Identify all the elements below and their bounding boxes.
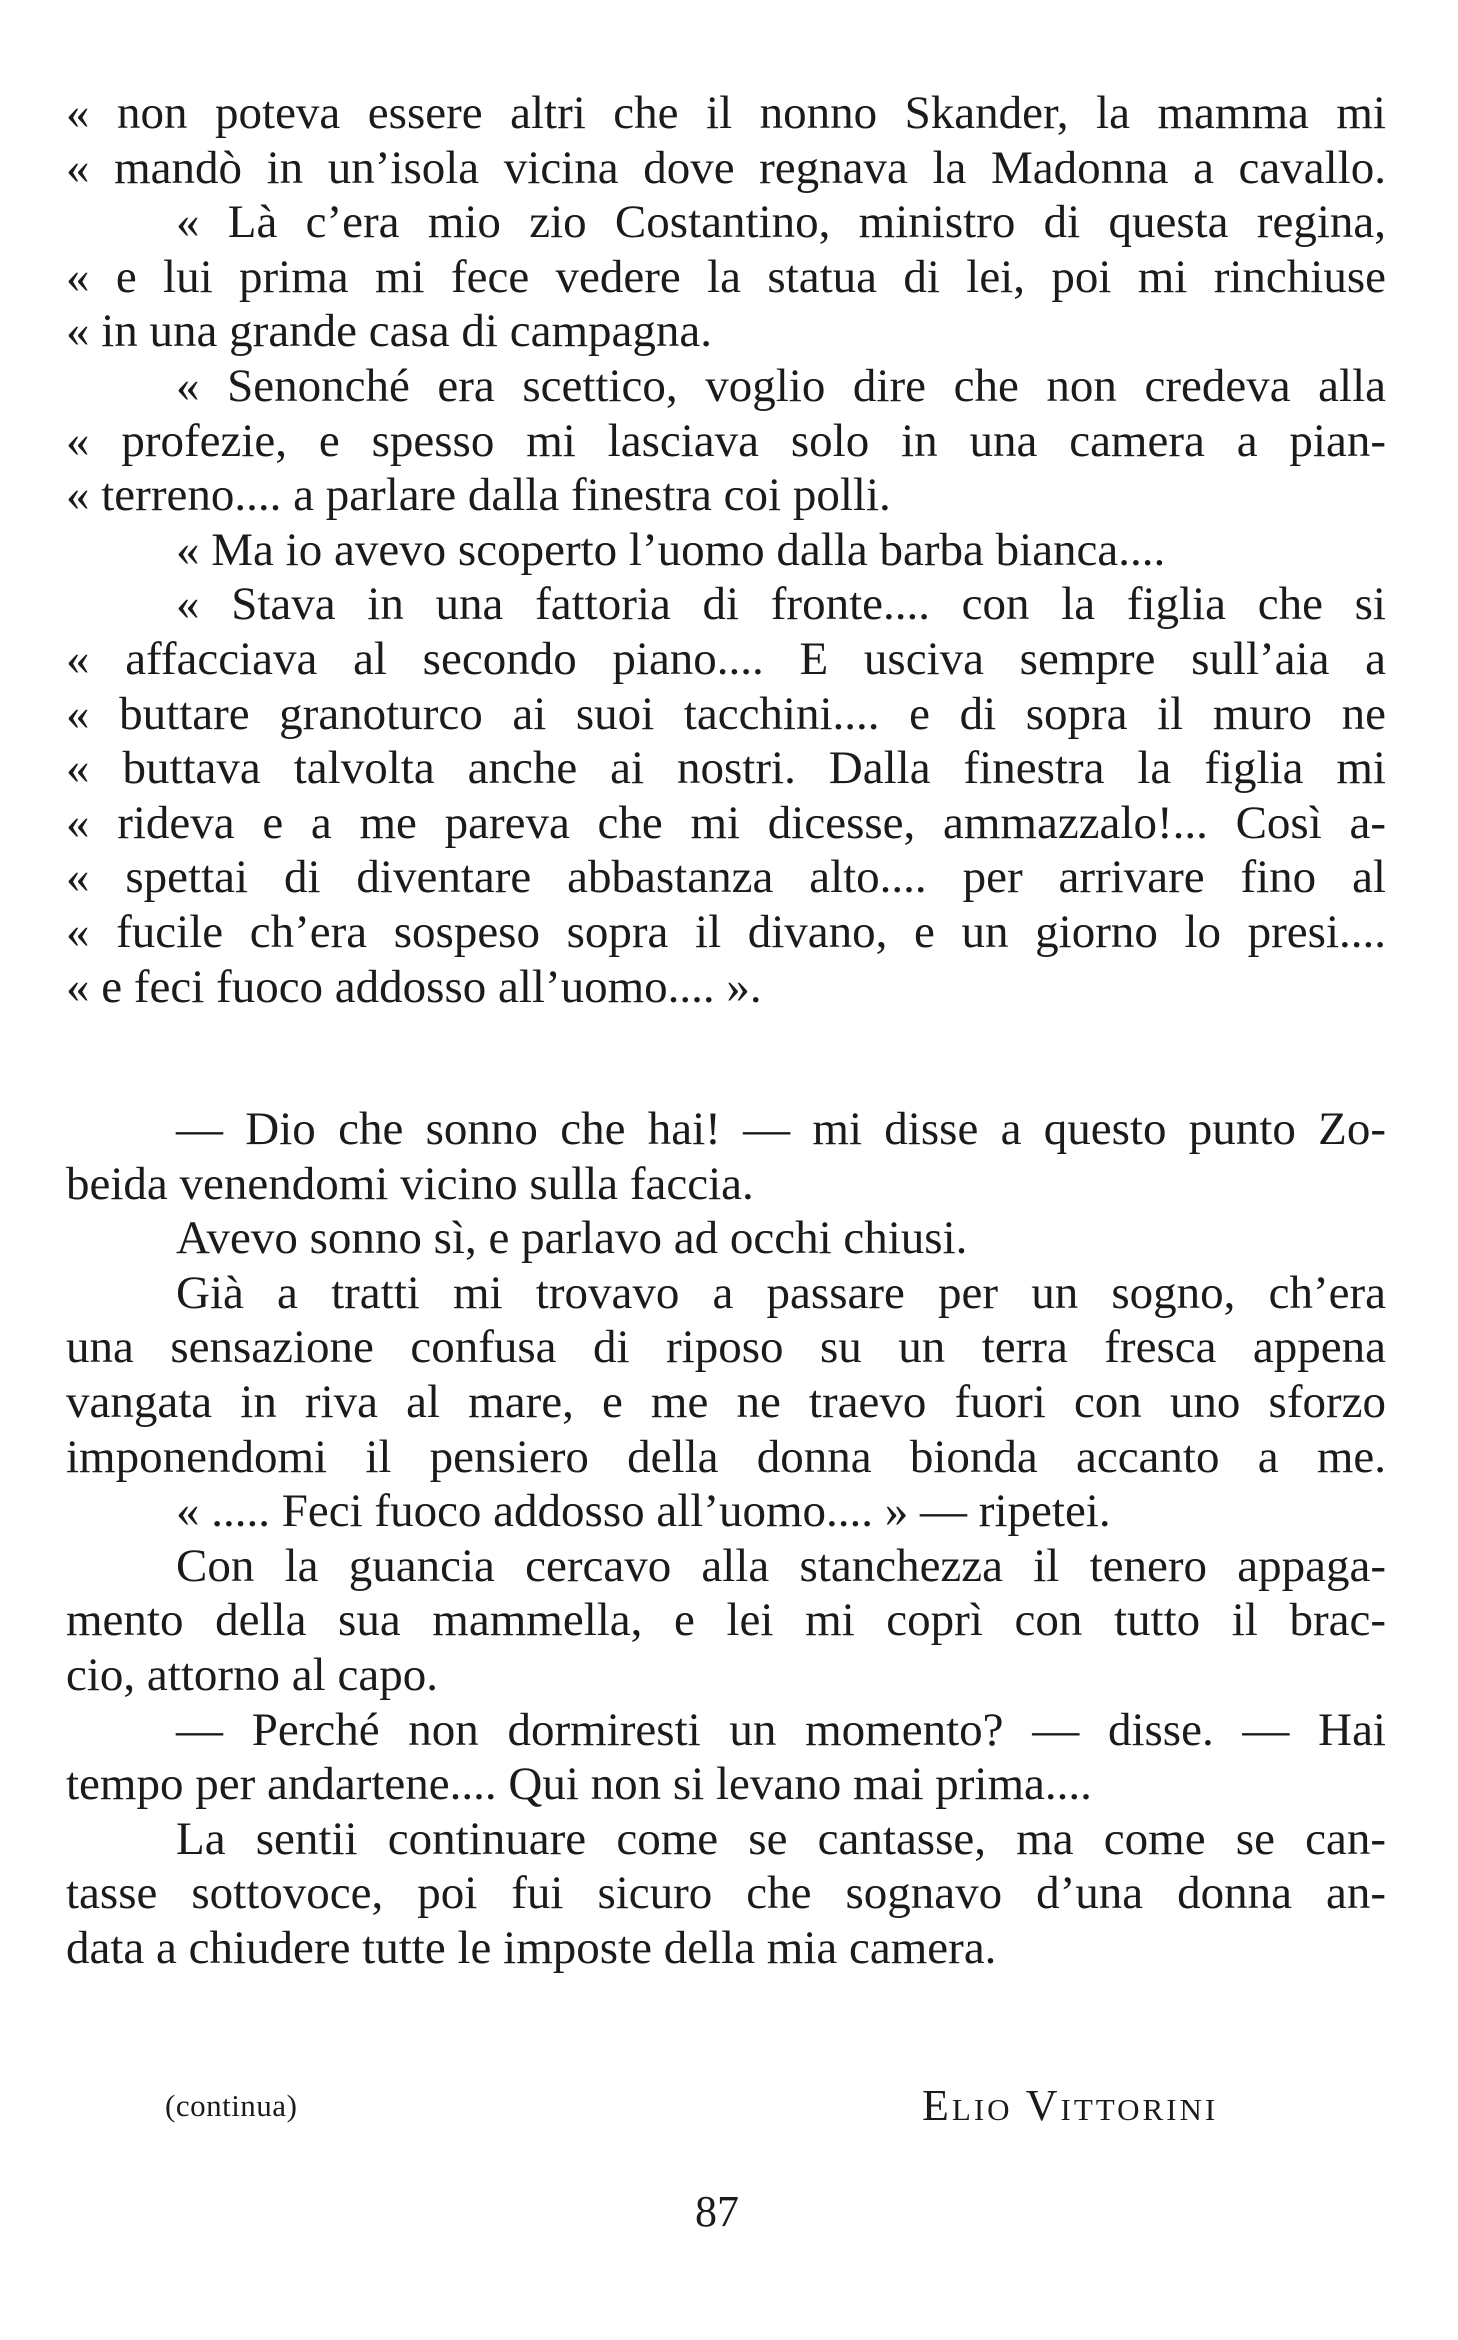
text-line: « Stava in una fattoria di fronte.... con la figlia che si bbox=[176, 578, 1386, 631]
text-line: « profezie, e spesso mi lasciava solo in una camera a pian- bbox=[66, 414, 1386, 467]
text-line: una sensazione confusa di riposo su un terra fresca appena bbox=[66, 1321, 1386, 1374]
text-line: « fucile ch’era sospeso sopra il divano, e un giorno lo presi.... bbox=[66, 905, 1386, 958]
text-line: Già a tratti mi trovavo a passare per un sogno, ch’era bbox=[176, 1266, 1386, 1319]
text-line: « e feci fuoco addosso all’uomo.... ». bbox=[66, 960, 762, 1013]
text-line: tasse sottovoce, poi fui sicuro che sognavo d’una donna an- bbox=[66, 1867, 1386, 1920]
author-signature: Elio Vittorini bbox=[922, 2081, 1219, 2130]
text-line: — Perché non dormiresti un momento? — disse. — Hai bbox=[176, 1703, 1386, 1756]
text-line: mento della sua mammella, e lei mi coprì con tutto il brac- bbox=[66, 1594, 1386, 1647]
text-line: vangata in riva al mare, e me ne traevo fuori con uno sforzo bbox=[66, 1375, 1386, 1428]
text-line: « terreno.... a parlare dalla finestra coi polli. bbox=[66, 469, 891, 522]
text-line: imponendomi il pensiero della donna bionda accanto a me. bbox=[66, 1430, 1386, 1483]
text-line: « mandò in un’isola vicina dove regnava la Madonna a cavallo. bbox=[66, 141, 1386, 194]
text-line: Avevo sonno sì, e parlavo ad occhi chiusi. bbox=[176, 1212, 968, 1265]
continued-note: (continua) bbox=[165, 2088, 298, 2123]
narrative-passage bbox=[66, 1102, 1386, 1976]
text-line: tempo per andartene.... Qui non si levano mai prima.... bbox=[66, 1758, 1092, 1811]
text-line: « buttava talvolta anche ai nostri. Dalla finestra la figlia mi bbox=[66, 742, 1386, 795]
text-line: La sentii continuare come se cantasse, ma come se can- bbox=[176, 1812, 1386, 1865]
text-line: « e lui prima mi fece vedere la statua di lei, poi mi rinchiuse bbox=[66, 250, 1386, 303]
text-line: « buttare granoturco ai suoi tacchini.... e di sopra il muro ne bbox=[66, 687, 1386, 740]
text-line: — Dio che sonno che hai! — mi disse a questo punto Zo- bbox=[176, 1103, 1386, 1155]
text-line: « in una grande casa di campagna. bbox=[66, 305, 712, 358]
text-line: cio, attorno al capo. bbox=[66, 1648, 438, 1701]
text-line: beida venendomi vicino sulla faccia. bbox=[66, 1157, 754, 1210]
text-line: « affacciava al secondo piano.... E usciva sempre sull’aia a bbox=[66, 632, 1386, 685]
text-line: « rideva e a me pareva che mi dicesse, ammazzalo!... Così a- bbox=[66, 796, 1386, 849]
text-line: « Là c’era mio zio Costantino, ministro di questa regina, bbox=[176, 196, 1386, 249]
text-line: « Senonché era scettico, voglio dire che non credeva alla bbox=[176, 359, 1386, 412]
quoted-passage bbox=[66, 86, 1386, 1014]
text-line: « non poteva essere altri che il nonno Skander, la mamma mi bbox=[66, 87, 1386, 139]
page-number: 87 bbox=[695, 2187, 739, 2236]
text-line: « ..... Feci fuoco addosso all’uomo.... » — ripetei. bbox=[176, 1485, 1111, 1538]
text-line: « spettai di diventare abbastanza alto.... per arrivare fino al bbox=[66, 851, 1386, 904]
text-line: Con la guancia cercavo alla stanchezza il tenero appaga- bbox=[176, 1539, 1386, 1592]
text-line: data a chiudere tutte le imposte della mia camera. bbox=[66, 1921, 997, 1974]
text-line: « Ma io avevo scoperto l’uomo dalla barba bianca.... bbox=[176, 523, 1166, 576]
